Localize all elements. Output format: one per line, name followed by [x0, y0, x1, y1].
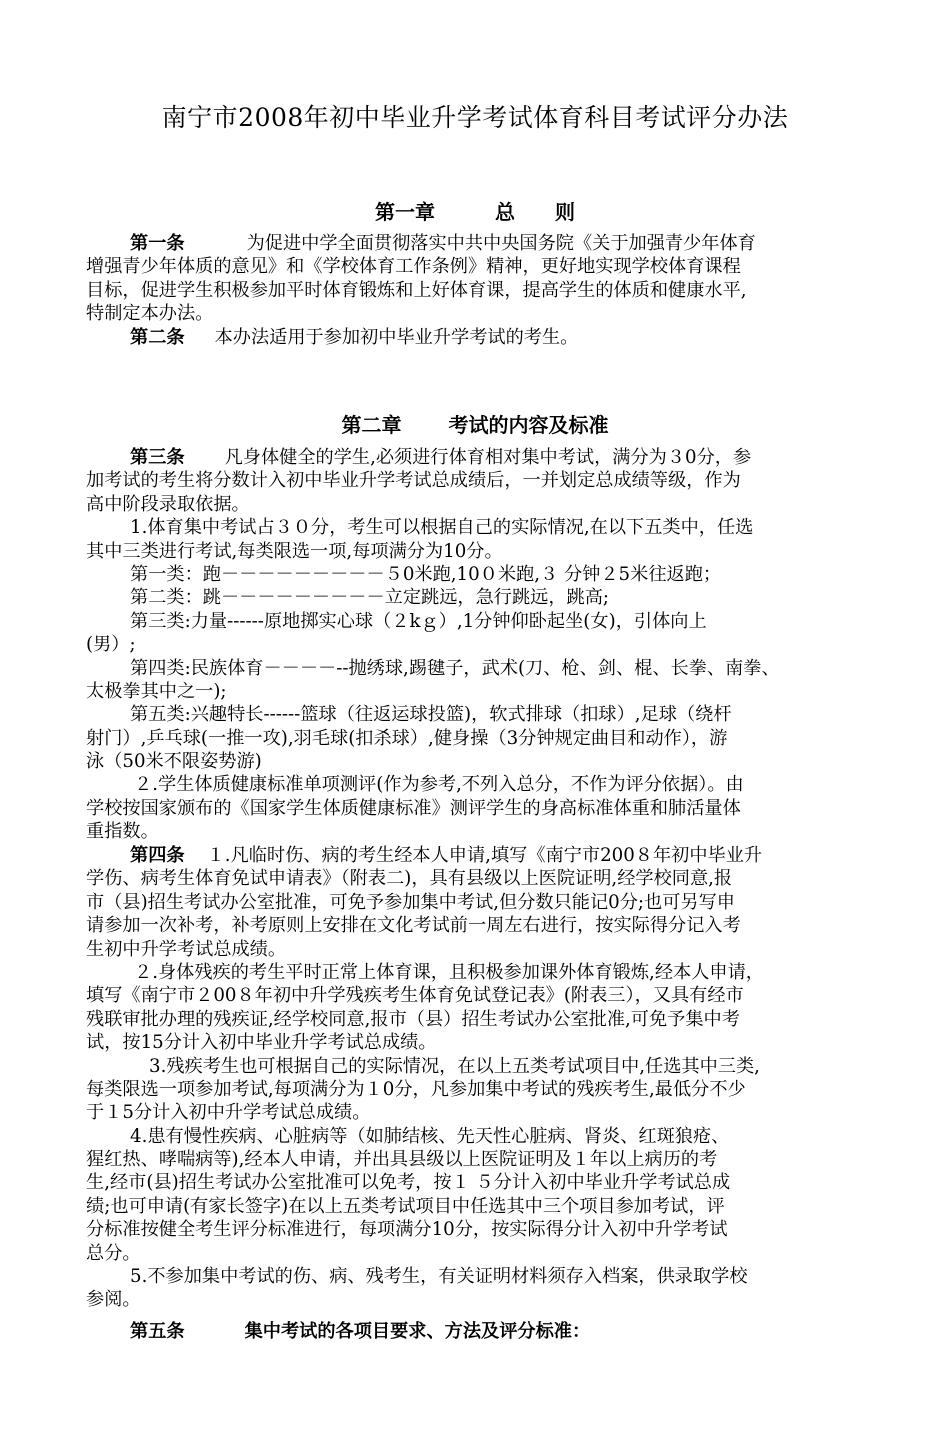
- article-1-line: 增强青少年体质的意见》和《学校体育工作条例》精神，更好地实现学校体育课程: [86, 256, 741, 278]
- article-4-item-2: 残联审批办理的残疾证,经学校同意,报市（县）招生考试办公室批准,可免予集中考: [86, 1008, 740, 1030]
- category-5: 第五类:兴趣特长------篮球（往返运球投篮)，软式排球（扣球）,足球（绕杆: [130, 704, 732, 726]
- article-3-item-1: 其中三类进行考试,每类限选一项,每项满分为10分。: [86, 540, 503, 562]
- article-4-item-1: 生初中升学考试总成绩。: [86, 938, 287, 960]
- document-title: 南宁市2008年初中毕业升学考试体育科目考试评分办法: [161, 103, 789, 132]
- article-3-label: 第三条: [130, 447, 185, 468]
- article-4-item-1: 学伤、病考生体育免试申请表》（附表二)，具有县级以上医院证明,经学校同意,报: [86, 868, 733, 890]
- article-1: [86, 232, 866, 326]
- category-3: (男）;: [86, 634, 136, 656]
- article-4-label: 第四条: [130, 845, 185, 866]
- article-4-item-4: 猩红热、哮喘病等),经本人申请，并出具县级以上医院证明及１年以上病历的考: [86, 1149, 718, 1171]
- chapter-1-heading: 第一章 总 则: [375, 200, 575, 224]
- article-4-item-4: 总分。: [86, 1242, 141, 1264]
- article-2: [86, 326, 866, 349]
- article-3-line: 高中阶段录取依据。: [86, 493, 250, 515]
- article-5: [86, 1320, 866, 1343]
- article-1-line: 为促进中学全面贯彻落实中共中央国务院《关于加强青少年体育: [246, 233, 756, 254]
- article-4-item-3: 3.残疾考生也可根据自己的实际情况，在以上五类考试项目中,任选其中三类,: [149, 1055, 760, 1077]
- category-5: 射门）,乒乓球(一推一攻),羽毛球(扣杀球）,健身操（3分钟规定曲目和动作），游: [86, 727, 728, 749]
- article-1-label: 第一条: [130, 233, 185, 254]
- article-4-item-1: 请参加一次补考，补考原则上安排在文化考试前一周左右进行，按实际得分记入考: [86, 915, 741, 937]
- article-4-item-4: 生,经市(县)招生考试办公室批准可以免考，按１ ５分计入初中毕业升学考试总成: [86, 1172, 731, 1194]
- article-4-item-5: 参阅。: [86, 1289, 141, 1311]
- category-5: 泳（50米不限姿势游): [86, 751, 262, 773]
- article-3-line: 凡身体健全的学生,必须进行体育相对集中考试，满分为３0分，参: [224, 447, 752, 468]
- article-5-label: 第五条: [130, 1321, 185, 1342]
- article-4: [86, 844, 866, 1312]
- category-4: 太极拳其中之一);: [86, 680, 227, 702]
- article-3-item-2: 学校按国家颁布的《国家学生体质健康标准》测评学生的身高标准体重和肺活量体: [86, 797, 741, 819]
- article-3: [86, 446, 866, 844]
- article-3-item-2: ２.学生体质健康标准单项测评(作为参考,不列入总分，不作为评分依据）。由: [134, 774, 744, 796]
- article-3-item-2: 重指数。: [86, 821, 159, 843]
- article-4-item-3: 每类限选一项参加考试,每项满分为１0分，凡参加集中考试的残疾考生,最低分不少: [86, 1078, 746, 1100]
- article-3-item-1: 1.体育集中考试占３０分，考生可以根据自己的实际情况,在以下五类中，任选: [130, 517, 754, 539]
- article-5-text: 集中考试的各项目要求、方法及评分标准：: [244, 1321, 591, 1342]
- category-1: 第一类：跑－－－－－－－－－５0米跑,10０米跑,３ 分钟２5米往返跑；: [130, 563, 722, 585]
- article-4-item-2: ２.身体残疾的考生平时正常上体育课，且积极参加课外体育锻炼,经本人申请，: [134, 961, 764, 983]
- category-4: 第四类:民族体育－－－－--抛绣球,踢毽子，武术(刀、枪、剑、棍、长拳、南拳、: [130, 657, 780, 679]
- article-4-item-4: 分标准按健全考生评分标准进行，每项满分10分，按实际得分计入初中升学考试: [86, 1219, 728, 1241]
- article-2-text: 本办法适用于参加初中毕业升学考试的考生。: [214, 327, 579, 348]
- article-4-item-1: 市（县)招生考试办公室批准，可免予参加集中考试,但分数只能记0分;也可另写申: [86, 891, 735, 913]
- article-4-item-2: 试，按15分计入初中毕业升学考试总成绩。: [86, 1032, 437, 1054]
- article-1-line: 特制定本办法。: [86, 303, 214, 325]
- article-1-line: 目标，促进学生积极参加平时体育锻炼和上好体育课，提高学生的体质和健康水平,: [86, 279, 747, 301]
- category-2: 第二类：跳－－－－－－－－－立定跳远，急行跳远，跳高;: [130, 587, 610, 609]
- article-4-item-2: 填写《南宁市２00８年初中升学残疾考生体育免试登记表》(附表三），又具有经市: [86, 985, 744, 1007]
- article-4-item-4: 绩;也可申请(有家长签字)在以上五类考试项目中任选其中三个项目参加考试，评: [86, 1195, 725, 1217]
- category-3: 第三类:力量------原地掷实心球（２kｇ）,1分钟仰卧起坐(女)，引体向上: [130, 610, 707, 632]
- chapter-2-heading: 第二章 考试的内容及标准: [341, 413, 609, 437]
- article-4-item-3: 于１5分计入初中升学考试总成绩。: [86, 1102, 371, 1124]
- article-4-item-5: 5.不参加集中考试的伤、病、残考生，有关证明材料须存入档案，供录取学校: [130, 1266, 748, 1288]
- article-4-item-4: 4.患有慢性疾病、心脏病等（如肺结核、先天性心脏病、肾炎、红斑狼疮、: [130, 1125, 730, 1147]
- article-3-line: 加考试的考生将分数计入初中毕业升学考试总成绩后，一并划定总成绩等级，作为: [86, 470, 741, 492]
- article-4-item-1: １.凡临时伤、病的考生经本人申请,填写《南宁市200８年初中毕业升: [206, 845, 763, 866]
- article-2-label: 第二条: [130, 327, 185, 348]
